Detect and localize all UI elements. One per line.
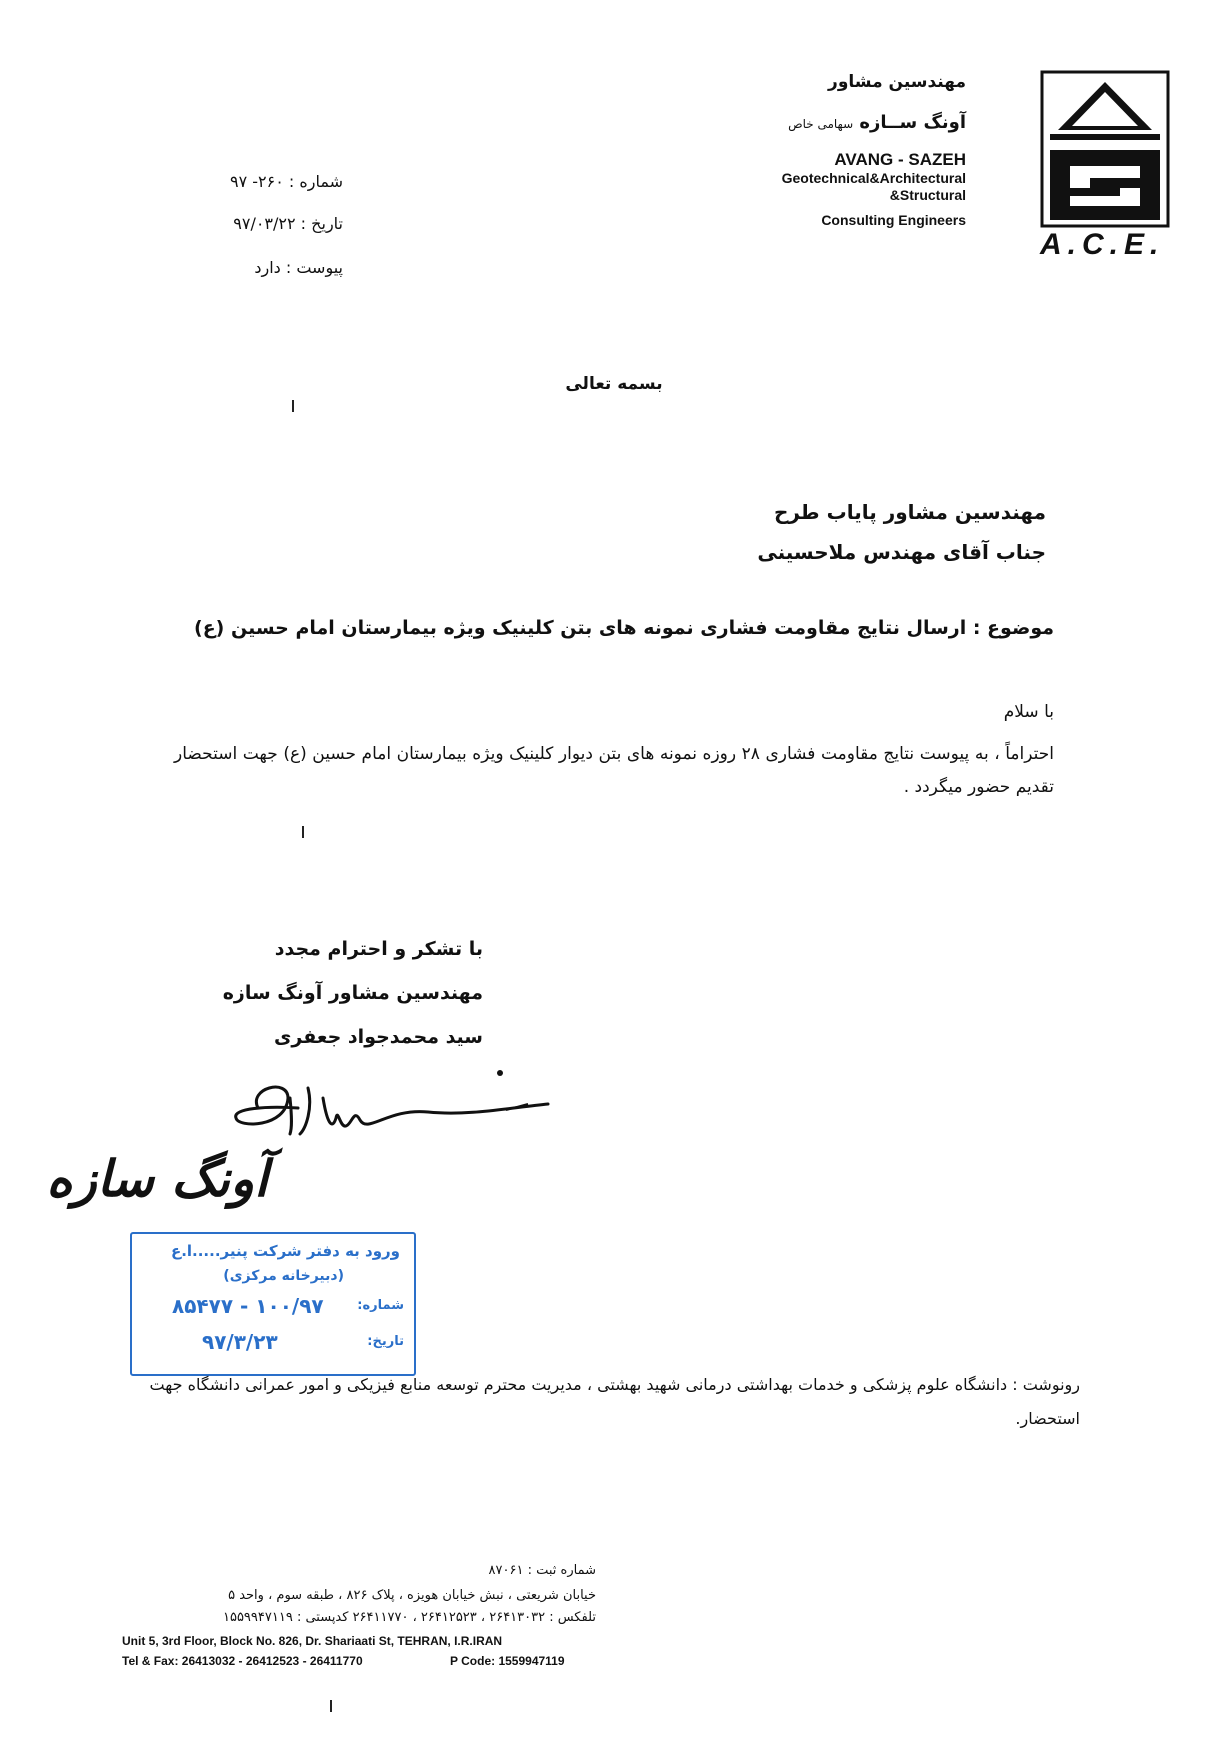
company-name-en: AVANG - SAZEH — [834, 150, 966, 169]
receipt-stamp — [130, 1232, 416, 1376]
company-desc-line2: &Structural — [889, 187, 966, 203]
carbon-copy: رونوشت : دانشگاه علوم پزشکی و خدمات بهداشتی درمانی شهید بهشتی ، مدیریت محترم توسعه منابع فیزیکی و امور عمرانی دانشگاه جهت استحضار. — [149, 1375, 1080, 1428]
company-desc-line1: Geotechnical&Architectural — [781, 170, 966, 186]
stamp-number-value: ۱۰۰/۹۷ - ۸۵۴۷۷ — [172, 1294, 324, 1318]
footer-address-en: Unit 5, 3rd Floor, Block No. 826, Dr. Shariaati St, TEHRAN, I.R.IRAN — [122, 1634, 503, 1648]
stamp-title: ورود به دفتر شرکت پنیر.....ا.ع — [170, 1242, 400, 1260]
signer-name: سید محمدجواد جعفری — [273, 1026, 483, 1048]
stamp-subtitle: (دبیرخانه مرکزی) — [223, 1268, 344, 1284]
letter-attachment: پیوست : دارد — [254, 258, 343, 277]
company-abbreviation: A.C.E. — [1040, 228, 1165, 261]
company-type: سهامی خاص — [788, 117, 854, 131]
signature-stamp-text: آونگ سازه — [46, 1149, 268, 1208]
letter-subject: موضوع : ارسال نتایج مقاومت فشاری نمونه های بتن کلینیک ویژه بیمارستان امام حسین (ع) — [194, 617, 1054, 639]
footer-address-fa: خیابان شریعتی ، نبش خیابان هویزه ، پلاک ۸۲۶ ، طبقه سوم ، واحد ۵ — [228, 1588, 596, 1603]
letter-number: شماره : ۲۶۰- ۹۷ — [229, 172, 343, 191]
greeting: با سلام — [1003, 702, 1054, 722]
recipient-line2: جناب آقای مهندس ملاحسینی — [757, 540, 1046, 564]
signer-company: مهندسین مشاور آونگ سازه — [222, 982, 483, 1004]
footer-phone-fa: تلفکس : ۲۶۴۱۳۰۳۲ ، ۲۶۴۱۲۵۲۳ ، ۲۶۴۱۱۷۷۰ کدپستی : ۱۵۵۹۹۴۷۱۱۹ — [222, 1610, 596, 1625]
letter-heading: بسمه تعالی — [565, 374, 663, 394]
scan-mark — [302, 826, 304, 838]
company-name-fa-line2 — [788, 112, 966, 133]
company-logo — [1040, 70, 1170, 228]
registration-number: شماره ثبت : ۸۷۰۶۱ — [488, 1563, 596, 1578]
handwritten-signature — [46, 1068, 568, 1218]
letter-date: تاریخ : ۹۷/۰۳/۲۲ — [233, 214, 343, 233]
company-name-fa: آونگ ســازه — [859, 112, 966, 133]
footer-phone-en: Tel & Fax: 26413032 - 26412523 - 26411770 — [122, 1654, 363, 1668]
scan-mark — [330, 1700, 332, 1712]
scan-mark — [292, 400, 294, 412]
stamp-number-label: شماره: — [357, 1298, 404, 1313]
company-desc-en — [782, 170, 966, 204]
company-name-fa-line1: مهندسین مشاور — [828, 72, 966, 92]
closing-line: با تشکر و احترام مجدد — [274, 938, 483, 960]
recipient-line1: مهندسین مشاور پایاب طرح — [773, 500, 1046, 524]
footer-postal-code: P Code: 1559947119 — [450, 1654, 565, 1668]
letter-body: احتراماً ، به پیوست نتایج مقاومت فشاری ۲۸ روزه نمونه های بتن دیوار کلینیک ویژه بیمارستان امام حسین (ع) جهت استحضار تقدیم حضور میگردد . — [174, 744, 1054, 797]
stamp-date-label: تاریخ: — [367, 1334, 404, 1349]
stamp-date-value: ۹۷/۳/۲۳ — [202, 1330, 278, 1354]
company-desc-line3: Consulting Engineers — [821, 212, 966, 228]
